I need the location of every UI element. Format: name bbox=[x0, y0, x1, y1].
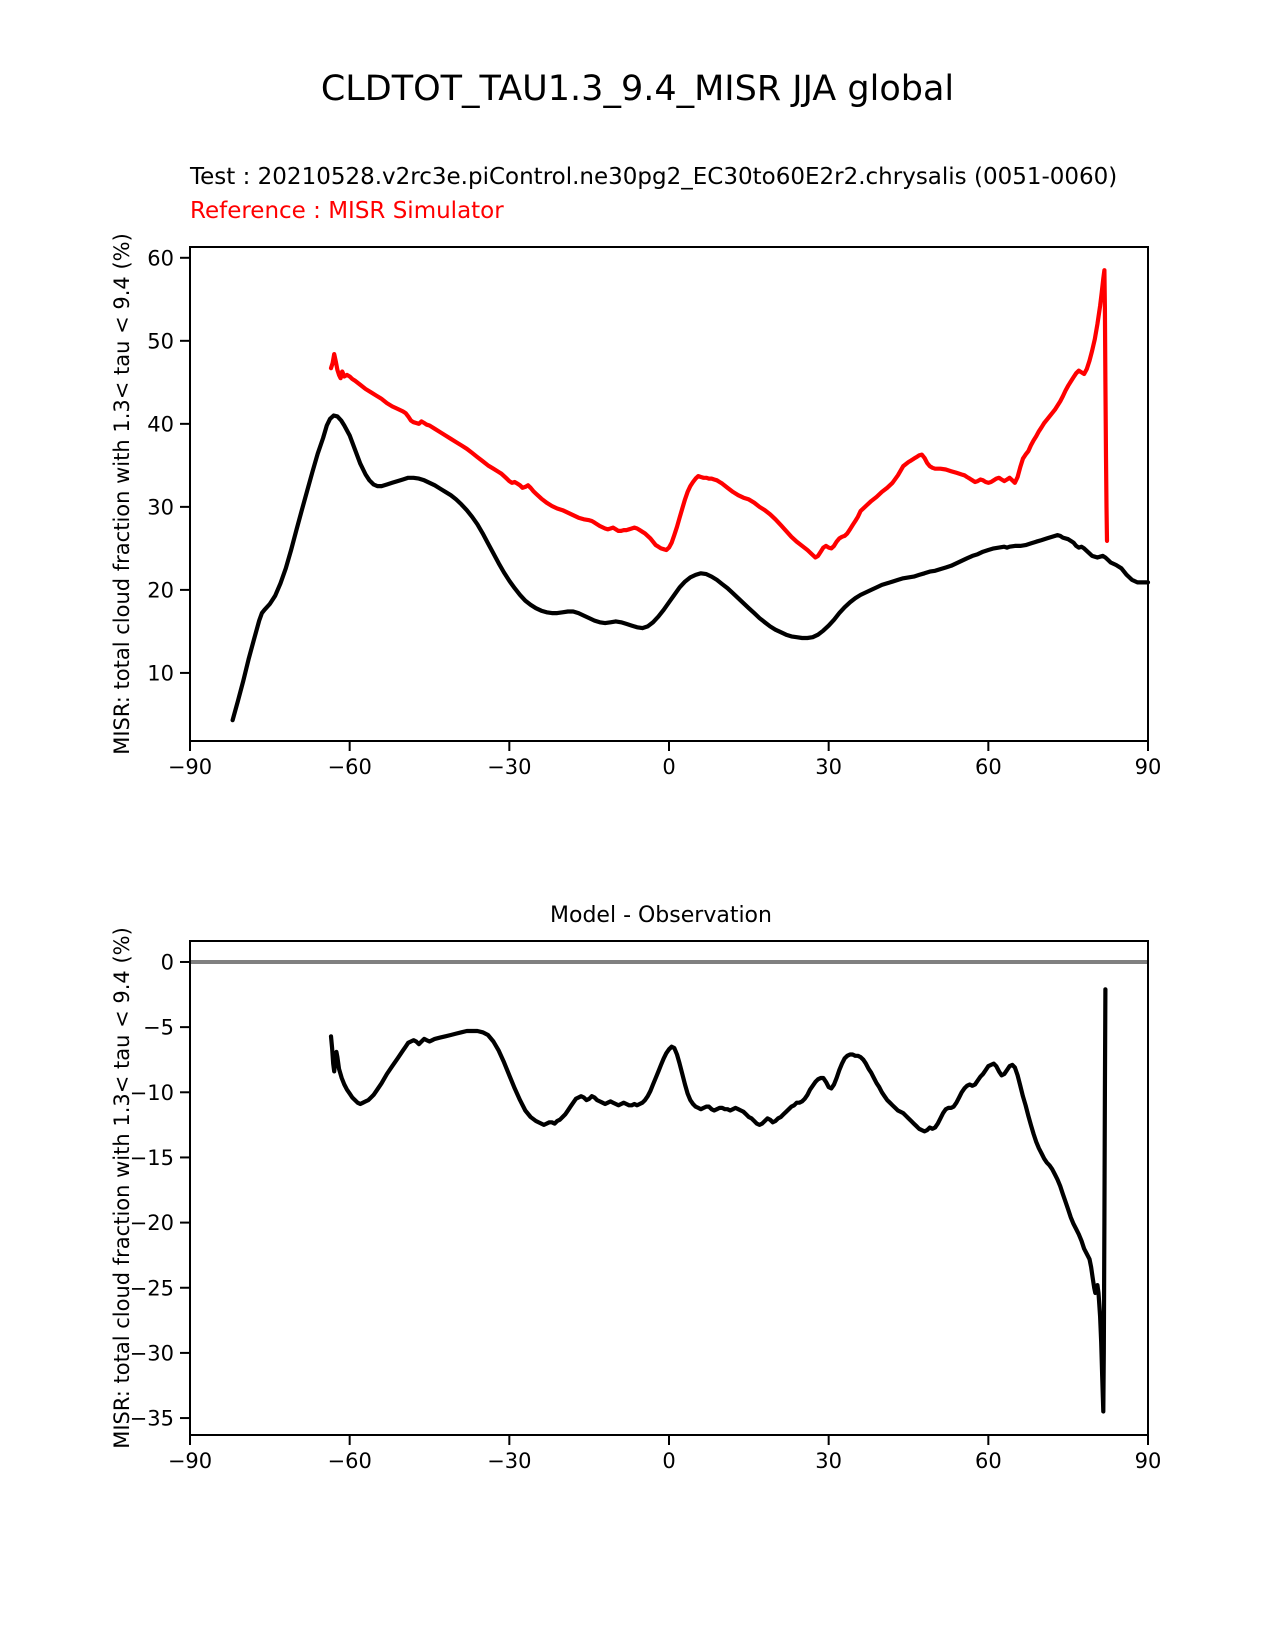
top-chart bbox=[147, 246, 1161, 779]
difference-line bbox=[331, 989, 1105, 1411]
x-axis-tick-label: 90 bbox=[1134, 755, 1162, 779]
page-title: CLDTOT_TAU1.3_9.4_MISR JJA global bbox=[320, 69, 955, 109]
y-axis-tick-label: 0 bbox=[160, 950, 174, 975]
x-axis-tick-label: −30 bbox=[487, 1449, 532, 1473]
x-axis-tick-label: −60 bbox=[327, 755, 372, 779]
y-axis-tick-label: 40 bbox=[147, 412, 174, 437]
y-axis-tick-label: −30 bbox=[129, 1341, 174, 1366]
y-axis-tick-label: −15 bbox=[129, 1145, 174, 1170]
y-axis-tick-label: −10 bbox=[129, 1080, 174, 1105]
diff-chart-y-axis-label: MISR: total cloud fraction with 1.3< tau < 9.4 (%) bbox=[110, 927, 134, 1449]
x-axis-tick-label: 0 bbox=[662, 1449, 676, 1473]
top-chart-y-axis-label: MISR: total cloud fraction with 1.3< tau < 9.4 (%) bbox=[110, 233, 134, 755]
axes-frame bbox=[190, 941, 1148, 1435]
y-axis-tick-label: −35 bbox=[129, 1406, 174, 1431]
y-axis-tick-label: −20 bbox=[129, 1211, 174, 1236]
diff-chart bbox=[130, 941, 1162, 1473]
x-axis-tick-label: −90 bbox=[167, 755, 213, 779]
x-axis-tick-label: 0 bbox=[662, 755, 676, 779]
x-axis-tick-label: 30 bbox=[815, 755, 843, 779]
x-axis-tick-label: −60 bbox=[327, 1449, 372, 1473]
x-axis-tick-label: 30 bbox=[815, 1449, 843, 1473]
test-run-label: Test : 20210528.v2rc3e.piControl.ne30pg2_EC30to60E2r2.chrysalis (0051-0060) bbox=[190, 164, 1118, 190]
x-axis-tick-label: 60 bbox=[974, 1449, 1002, 1473]
y-axis-tick-label: 50 bbox=[147, 329, 174, 354]
y-axis-tick-label: 30 bbox=[147, 495, 174, 520]
reference-label: Reference : MISR Simulator bbox=[190, 198, 504, 224]
y-axis-tick-label: 20 bbox=[147, 578, 174, 603]
x-axis-tick-label: −90 bbox=[167, 1449, 213, 1473]
x-axis-tick-label: 90 bbox=[1134, 1449, 1162, 1473]
y-axis-tick-label: −25 bbox=[129, 1276, 174, 1301]
diff-chart-title: Model - Observation bbox=[550, 903, 772, 928]
test-model-line bbox=[233, 416, 1148, 721]
axes-frame bbox=[190, 247, 1148, 741]
reference-line bbox=[331, 270, 1107, 557]
y-axis-tick-label: 10 bbox=[147, 661, 174, 686]
x-axis-tick-label: −30 bbox=[487, 755, 532, 779]
x-axis-tick-label: 60 bbox=[974, 755, 1002, 779]
y-axis-tick-label: 60 bbox=[147, 246, 174, 271]
y-axis-tick-label: −5 bbox=[143, 1015, 174, 1040]
